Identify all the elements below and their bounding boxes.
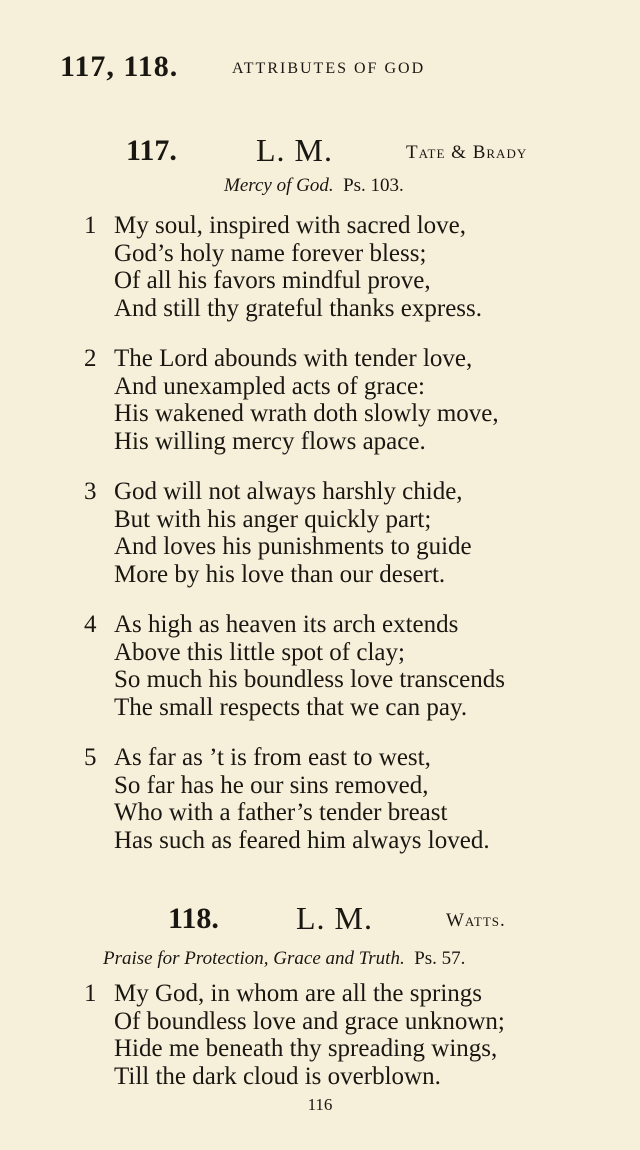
verse-line: Till the dark cloud is overblown. bbox=[114, 1063, 441, 1090]
hymn-118-subtitle bbox=[103, 948, 465, 970]
stanza-number: 1 bbox=[84, 212, 97, 239]
scripture-reference: Ps. 57. bbox=[414, 948, 466, 969]
verse-line: And unexampled acts of grace: bbox=[114, 373, 425, 400]
verse-line: And loves his punishments to guide bbox=[114, 533, 472, 560]
hymn-117-header bbox=[0, 134, 640, 174]
verse-line: The small respects that we can pay. bbox=[114, 694, 468, 721]
verse-line: So far has he our sins removed, bbox=[114, 772, 429, 799]
verse-line: His willing mercy flows apace. bbox=[114, 428, 426, 455]
running-head-title: ATTRIBUTES OF GOD bbox=[232, 60, 426, 77]
verse-line: More by his love than our desert. bbox=[114, 561, 446, 588]
verse-line: His wakened wrath doth slowly move, bbox=[114, 400, 499, 427]
stanza-number: 1 bbox=[84, 980, 97, 1007]
hymn-117-subtitle bbox=[224, 175, 404, 197]
stanza-number: 3 bbox=[84, 478, 97, 505]
scripture-reference: Ps. 103. bbox=[343, 175, 404, 196]
subtitle-title: Praise for Protection, bbox=[103, 948, 269, 969]
hymn-118-header bbox=[0, 902, 640, 942]
page-number: 116 bbox=[307, 1095, 333, 1114]
verse-line: But with his anger quickly part; bbox=[114, 506, 432, 533]
stanza-number: 2 bbox=[84, 345, 97, 372]
stanza-number: 4 bbox=[84, 611, 97, 638]
hymn-number: 117. bbox=[126, 134, 177, 167]
verse-line: My God, in whom are all the springs bbox=[114, 980, 483, 1007]
hymn-meter: L. M. bbox=[256, 132, 333, 168]
verse-line: Above this little spot of clay; bbox=[114, 639, 405, 666]
verse-line: Has such as feared him always loved. bbox=[114, 827, 490, 854]
verse-line: So much his boundless love transcends bbox=[114, 666, 505, 693]
verse-line: Who with a father’s tender breast bbox=[114, 799, 448, 826]
verse-line: Of boundless love and grace unknown; bbox=[114, 1008, 505, 1035]
verse-line: As high as heaven its arch extends bbox=[114, 611, 459, 638]
hymn-meter: L. M. bbox=[296, 900, 373, 936]
verse-line: Hide me beneath thy spreading wings, bbox=[114, 1035, 498, 1062]
hymn-author: Tate & Brady bbox=[406, 142, 528, 163]
stanza-number: 5 bbox=[84, 744, 97, 771]
verse-line: The Lord abounds with tender love, bbox=[114, 345, 473, 372]
verse-line: My soul, inspired with sacred love, bbox=[114, 212, 467, 239]
verse-line: And still thy grateful thanks express. bbox=[114, 295, 482, 322]
subtitle-title: Grace and Truth. bbox=[273, 948, 405, 969]
verse-line: God will not always harshly chide, bbox=[114, 478, 463, 505]
verse-line: As far as ’t is from east to west, bbox=[114, 744, 431, 771]
subtitle-title: Mercy of God. bbox=[224, 175, 334, 196]
running-head-numbers: 117, 118. bbox=[60, 50, 179, 83]
verse-line: God’s holy name forever bless; bbox=[114, 240, 427, 267]
verse-line: Of all his favors mindful prove, bbox=[114, 267, 431, 294]
hymn-author: Watts. bbox=[446, 910, 506, 931]
hymn-number: 118. bbox=[168, 902, 219, 935]
